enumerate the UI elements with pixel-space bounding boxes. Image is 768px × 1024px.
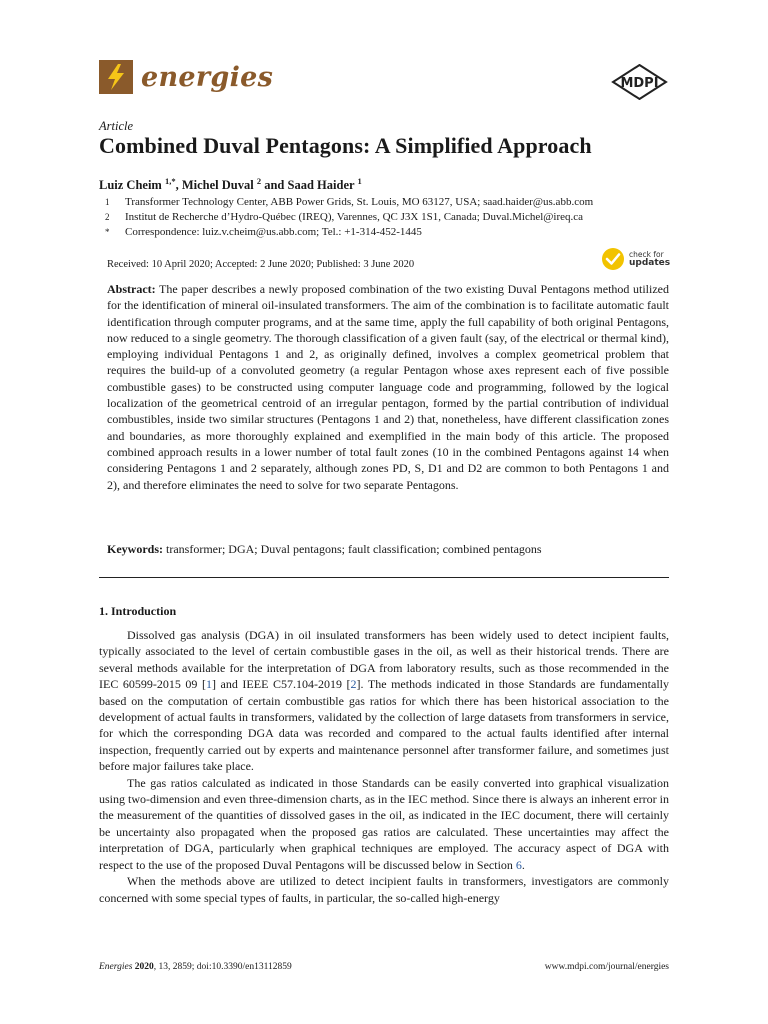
check-updates-line1: check for: [629, 250, 664, 259]
lightning-bolt-icon: [99, 60, 133, 94]
mdpi-logo-text: MDPI: [620, 76, 659, 91]
article-type: Article: [99, 119, 134, 133]
author-name[interactable]: Michel Duval: [181, 178, 254, 193]
paragraph-text: When the methods above are utilized to detect incipient faults in transformers, investigators are commonly concerned with some special types of faults, in particular, the so-called high-energy: [99, 874, 669, 905]
footer-url[interactable]: www.mdpi.com/journal/energies: [544, 962, 669, 972]
paragraph: [99, 627, 669, 775]
check-for-updates-button[interactable]: [601, 247, 670, 271]
author-affiliation-mark: 1: [357, 176, 362, 186]
abstract-text: The paper describes a newly proposed combination of the two existing Duval Pentagons method utilized for the identification of mineral oil-insulated transformers. The aim of the combination is to facilitate automatic fault identification through computer programs, and at the same time, apply the full capability of both original Pentagons, now reduced to a single geometry. The thorough classification of a given fault (say, of the electrical or thermal kind), employing individual Pentagons 1 and 2, as originally defined, involves a complex geometrical problem that requires the build-up of a convoluted geometry (a regular Pentagon whose axes represent each of five possible combustible gases) to be constructed using computer language code and programming, followed by the logical localization of the geometrical centroid of an irregular pentagon, formed by the partial contribution of individual combustibles, inside two similar structures (Pentagons 1 and 2) that, nonetheless, have different classification zones and boundaries, as more thoroughly explained and exemplified in the main body of this article. The proposed combined approach results in a lower number of total fault zones (10 in the combined Pentagons against 14 when considering Pentagons 1 and 2 separately, although zones PD, S, D1 and D2 are common to both Pentagons 1 and 2), and therefore eliminates the need to solve for two separate Pentagons.: [107, 282, 669, 492]
keywords-label: Keywords:: [107, 542, 163, 556]
journal-logo[interactable]: [99, 60, 273, 94]
affiliation-list: [99, 196, 679, 241]
author-name[interactable]: Luiz Cheim: [99, 178, 162, 193]
section-body: [99, 627, 669, 906]
paragraph: [99, 873, 669, 906]
correspondence-text: Correspondence: luiz.v.cheim@us.abb.com; Tel.: +1-314-452-1445: [125, 226, 422, 238]
affiliation-mark: 2: [105, 212, 110, 222]
check-updates-icon: [601, 247, 625, 271]
mdpi-logo[interactable]: [611, 64, 668, 100]
author-list: [99, 176, 362, 193]
affiliation-text: Transformer Technology Center, ABB Power Grids, St. Louis, MO 63127, USA; saad.haider@us.abb.com: [125, 196, 594, 208]
section-divider: [99, 577, 669, 578]
paragraph: [99, 775, 669, 873]
affiliation-text: Institut de Recherche d’Hydro-Québec (IREQ), Varennes, QC J3X 1S1, Canada; Duval.Michel@ireq.ca: [125, 211, 584, 223]
journal-name: energies: [141, 61, 274, 93]
keywords: [107, 542, 669, 557]
section-heading: 1. Introduction: [99, 604, 177, 618]
paragraph-text: .: [521, 857, 525, 872]
footer-year: 2020: [134, 962, 154, 972]
section-link[interactable]: 6: [515, 857, 522, 872]
paragraph-text: Dissolved gas analysis (DGA) in oil insulated transformers has been widely used to detect incipient faults, typically associated to the level of certain combustible gases in the oil, as well as their historical trends. There are several methods available for the interpretation of DGA from laboratory results, such as those recommended in the IEC 60599-2015 09 [: [99, 628, 669, 692]
citation-link[interactable]: 2: [350, 677, 357, 692]
affiliation-item: [99, 211, 679, 226]
author-name[interactable]: Saad Haider: [287, 178, 355, 193]
paragraph-text: ] and IEEE C57.104-2019 [: [212, 677, 351, 692]
author-separator: and: [261, 178, 288, 193]
affiliation-mark: *: [105, 227, 110, 237]
paragraph-text: ]. The methods indicated in those Standards are fundamentally based on the computation of certain combustible gas ratios for which there has been historical association to the development of actual faults in transformers, validated by the collection of large datasets from transformers in service, for which the corresponding DGA data was recorded and compared to the actual faults identified after internal inspection, frequently carried out by experts and maintenance personnel after transformer failure, and sometimes just before major failures take place.: [99, 677, 670, 774]
paragraph-text: The gas ratios calculated as indicated in those Standards can be easily converted into graphical visualization using two-dimension and even three-dimension charts, as in the IEC method. Since there is always an inherent error in the measurement of the quantities of dissolved gases in the oil, as indicated in the IEC document, there will certainly be uncertainty also propagated when the proposed gas ratios are calculated. These uncertainties may affect the interpretation of DGA, particularly when graphical techniques are employed. The accuracy aspect of DGA with respect to the use of the proposed Duval Pentagons will be discussed below in Section: [99, 775, 669, 872]
author-affiliation-mark: 2: [256, 176, 262, 186]
footer-journal: Energies: [99, 962, 133, 972]
affiliation-item: [99, 226, 679, 241]
author-separator: ,: [175, 178, 182, 193]
keywords-text: transformer; DGA; Duval pentagons; fault classification; combined pentagons: [166, 542, 542, 556]
footer-citation-rest: , 13, 2859; doi:10.3390/en13112859: [153, 962, 292, 972]
check-updates-label: [629, 250, 670, 268]
affiliation-item: [99, 196, 679, 211]
citation-link[interactable]: 1: [206, 677, 212, 692]
author-affiliation-mark: 1,*: [164, 176, 176, 186]
article-title: Combined Duval Pentagons: A Simplified Approach: [99, 133, 592, 158]
publication-dates: Received: 10 April 2020; Accepted: 2 June 2020; Published: 3 June 2020: [107, 259, 415, 270]
abstract: [107, 281, 669, 493]
check-updates-line2: updates: [629, 258, 671, 268]
affiliation-mark: 1: [105, 197, 110, 207]
abstract-label: Abstract:: [107, 282, 156, 296]
footer-citation: [99, 962, 292, 972]
